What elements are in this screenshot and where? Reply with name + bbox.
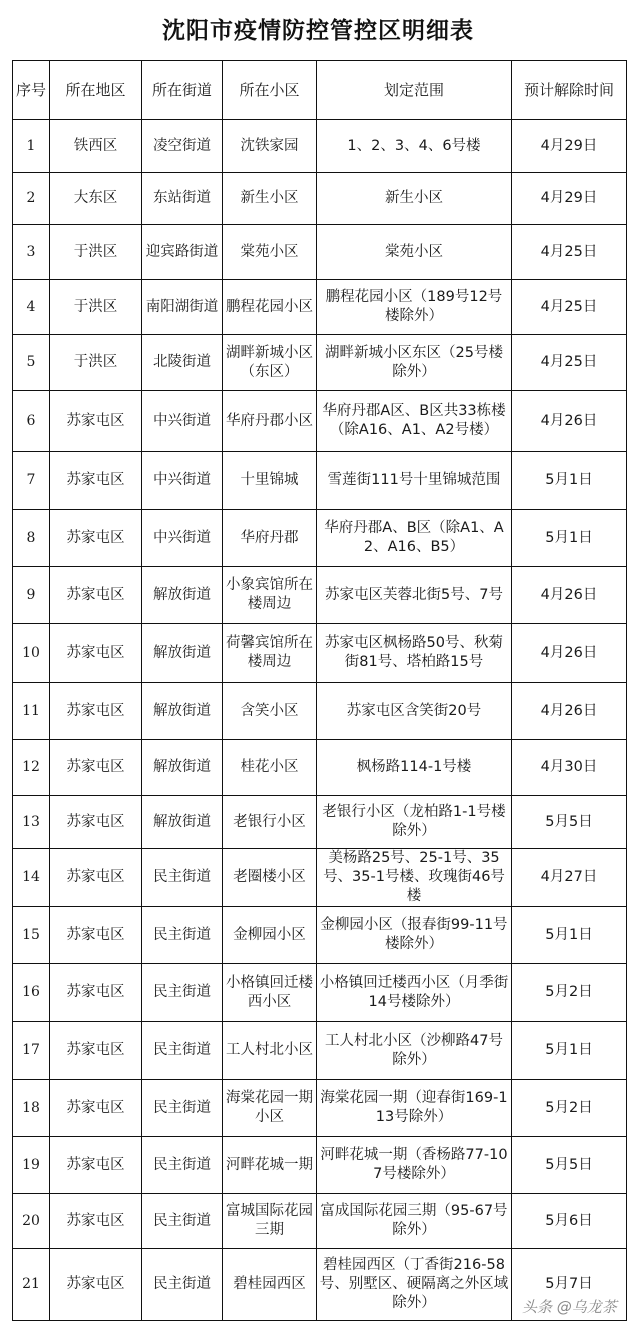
header-street: 所在街道 xyxy=(142,61,223,120)
header-no: 序号 xyxy=(13,61,50,120)
table-row xyxy=(13,964,627,1022)
community-cell: 金柳园小区 xyxy=(223,907,317,964)
row-number: 5 xyxy=(13,335,50,391)
district-cell: 苏家屯区 xyxy=(50,391,142,452)
community-cell: 荷馨宾馆所在楼周边 xyxy=(223,624,317,683)
row-number: 18 xyxy=(13,1080,50,1137)
street-cell: 东站街道 xyxy=(142,173,223,225)
release-date-cell: 5月1日 xyxy=(512,510,627,567)
scope-cell: 金柳园小区（报春街99-11号楼除外） xyxy=(317,907,512,964)
table-row xyxy=(13,452,627,510)
community-cell: 华府丹郡小区 xyxy=(223,391,317,452)
street-cell: 中兴街道 xyxy=(142,452,223,510)
scope-cell: 碧桂园西区（丁香街216-58号、别墅区、硬隔离之外区域除外） xyxy=(317,1249,512,1321)
street-cell: 中兴街道 xyxy=(142,510,223,567)
district-cell: 苏家屯区 xyxy=(50,1194,142,1249)
row-number: 21 xyxy=(13,1249,50,1321)
district-cell: 苏家屯区 xyxy=(50,907,142,964)
header-district: 所在地区 xyxy=(50,61,142,120)
row-number: 16 xyxy=(13,964,50,1022)
table-row xyxy=(13,1022,627,1080)
table-row xyxy=(13,225,627,280)
table-row xyxy=(13,1137,627,1194)
street-cell: 解放街道 xyxy=(142,796,223,849)
release-date-cell: 4月26日 xyxy=(512,624,627,683)
table-row xyxy=(13,510,627,567)
scope-cell: 枫杨路114-1号楼 xyxy=(317,740,512,796)
scope-cell: 美杨路25号、25-1号、35号、35-1号楼、玫瑰街46号楼 xyxy=(317,849,512,907)
scope-cell: 鹏程花园小区（189号12号楼除外） xyxy=(317,280,512,335)
scope-cell: 苏家屯区含笑街20号 xyxy=(317,683,512,740)
street-cell: 迎宾路街道 xyxy=(142,225,223,280)
table-row xyxy=(13,391,627,452)
release-date-cell: 5月1日 xyxy=(512,907,627,964)
table-row xyxy=(13,796,627,849)
street-cell: 解放街道 xyxy=(142,567,223,624)
district-cell: 苏家屯区 xyxy=(50,683,142,740)
community-cell: 湖畔新城小区（东区） xyxy=(223,335,317,391)
scope-cell: 湖畔新城小区东区（25号楼除外） xyxy=(317,335,512,391)
header-scope: 划定范围 xyxy=(317,61,512,120)
district-cell: 苏家屯区 xyxy=(50,510,142,567)
scope-cell: 苏家屯区芙蓉北街5号、7号 xyxy=(317,567,512,624)
row-number: 15 xyxy=(13,907,50,964)
release-date-cell: 4月29日 xyxy=(512,173,627,225)
district-cell: 于洪区 xyxy=(50,225,142,280)
community-cell: 富城国际花园三期 xyxy=(223,1194,317,1249)
scope-cell: 小格镇回迁楼西小区（月季街14号楼除外） xyxy=(317,964,512,1022)
table-row xyxy=(13,849,627,907)
page-title: 沈阳市疫情防控管控区明细表 xyxy=(162,17,474,44)
district-cell: 苏家屯区 xyxy=(50,849,142,907)
row-number: 6 xyxy=(13,391,50,452)
street-cell: 民主街道 xyxy=(142,1080,223,1137)
district-cell: 苏家屯区 xyxy=(50,1137,142,1194)
district-cell: 铁西区 xyxy=(50,120,142,173)
release-date-cell: 4月25日 xyxy=(512,280,627,335)
row-number: 4 xyxy=(13,280,50,335)
scope-cell: 老银行小区（龙柏路1-1号楼除外） xyxy=(317,796,512,849)
header-community: 所在小区 xyxy=(223,61,317,120)
street-cell: 中兴街道 xyxy=(142,391,223,452)
district-cell: 于洪区 xyxy=(50,335,142,391)
table-row xyxy=(13,740,627,796)
community-cell: 棠苑小区 xyxy=(223,225,317,280)
district-cell: 苏家屯区 xyxy=(50,796,142,849)
community-cell: 碧桂园西区 xyxy=(223,1249,317,1321)
table-row xyxy=(13,907,627,964)
scope-cell: 苏家屯区枫杨路50号、秋菊街81号、塔柏路15号 xyxy=(317,624,512,683)
street-cell: 解放街道 xyxy=(142,624,223,683)
street-cell: 民主街道 xyxy=(142,907,223,964)
table-row xyxy=(13,280,627,335)
row-number: 2 xyxy=(13,173,50,225)
street-cell: 民主街道 xyxy=(142,964,223,1022)
release-date-cell: 4月29日 xyxy=(512,120,627,173)
scope-cell: 雪莲街111号十里锦城范围 xyxy=(317,452,512,510)
row-number: 13 xyxy=(13,796,50,849)
control-zone-table xyxy=(12,60,627,1321)
release-date-cell: 4月30日 xyxy=(512,740,627,796)
street-cell: 民主街道 xyxy=(142,849,223,907)
district-cell: 苏家屯区 xyxy=(50,964,142,1022)
community-cell: 工人村北小区 xyxy=(223,1022,317,1080)
scope-cell: 华府丹郡A区、B区共33栋楼（除A16、A1、A2号楼） xyxy=(317,391,512,452)
release-date-cell: 5月6日 xyxy=(512,1194,627,1249)
district-cell: 苏家屯区 xyxy=(50,1080,142,1137)
community-cell: 桂花小区 xyxy=(223,740,317,796)
district-cell: 于洪区 xyxy=(50,280,142,335)
release-date-cell: 4月25日 xyxy=(512,335,627,391)
release-date-cell: 4月26日 xyxy=(512,567,627,624)
header-release-date: 预计解除时间 xyxy=(512,61,627,120)
community-cell: 小象宾馆所在楼周边 xyxy=(223,567,317,624)
release-date-cell: 5月7日 xyxy=(512,1249,627,1321)
table-row xyxy=(13,120,627,173)
scope-cell: 华府丹郡A、B区（除A1、A2、A16、B5） xyxy=(317,510,512,567)
district-cell: 苏家屯区 xyxy=(50,1022,142,1080)
community-cell: 海棠花园一期小区 xyxy=(223,1080,317,1137)
release-date-cell: 5月1日 xyxy=(512,1022,627,1080)
row-number: 20 xyxy=(13,1194,50,1249)
table-row xyxy=(13,683,627,740)
row-number: 17 xyxy=(13,1022,50,1080)
table-row xyxy=(13,1194,627,1249)
table-row xyxy=(13,335,627,391)
street-cell: 南阳湖街道 xyxy=(142,280,223,335)
scope-cell: 棠苑小区 xyxy=(317,225,512,280)
district-cell: 苏家屯区 xyxy=(50,740,142,796)
community-cell: 含笑小区 xyxy=(223,683,317,740)
release-date-cell: 4月26日 xyxy=(512,683,627,740)
community-cell: 河畔花城一期 xyxy=(223,1137,317,1194)
release-date-cell: 5月2日 xyxy=(512,1080,627,1137)
street-cell: 民主街道 xyxy=(142,1249,223,1321)
street-cell: 民主街道 xyxy=(142,1194,223,1249)
scope-cell: 海棠花园一期（迎春街169-113号除外） xyxy=(317,1080,512,1137)
row-number: 11 xyxy=(13,683,50,740)
street-cell: 民主街道 xyxy=(142,1137,223,1194)
table-row xyxy=(13,173,627,225)
community-cell: 老圈楼小区 xyxy=(223,849,317,907)
table-header-row xyxy=(13,61,627,120)
scope-cell: 河畔花城一期（香杨路77-107号楼除外） xyxy=(317,1137,512,1194)
community-cell: 沈铁家园 xyxy=(223,120,317,173)
row-number: 14 xyxy=(13,849,50,907)
street-cell: 解放街道 xyxy=(142,683,223,740)
community-cell: 鹏程花园小区 xyxy=(223,280,317,335)
community-cell: 小格镇回迁楼西小区 xyxy=(223,964,317,1022)
scope-cell: 1、2、3、4、6号楼 xyxy=(317,120,512,173)
release-date-cell: 5月5日 xyxy=(512,796,627,849)
district-cell: 大东区 xyxy=(50,173,142,225)
street-cell: 凌空街道 xyxy=(142,120,223,173)
scope-cell: 富成国际花园三期（95-67号除外） xyxy=(317,1194,512,1249)
row-number: 1 xyxy=(13,120,50,173)
row-number: 19 xyxy=(13,1137,50,1194)
district-cell: 苏家屯区 xyxy=(50,567,142,624)
community-cell: 老银行小区 xyxy=(223,796,317,849)
release-date-cell: 5月1日 xyxy=(512,452,627,510)
table-row xyxy=(13,624,627,683)
scope-cell: 工人村北小区（沙柳路47号除外） xyxy=(317,1022,512,1080)
district-cell: 苏家屯区 xyxy=(50,624,142,683)
row-number: 7 xyxy=(13,452,50,510)
row-number: 10 xyxy=(13,624,50,683)
street-cell: 民主街道 xyxy=(142,1022,223,1080)
release-date-cell: 5月5日 xyxy=(512,1137,627,1194)
street-cell: 解放街道 xyxy=(142,740,223,796)
release-date-cell: 4月27日 xyxy=(512,849,627,907)
row-number: 8 xyxy=(13,510,50,567)
district-cell: 苏家屯区 xyxy=(50,452,142,510)
row-number: 12 xyxy=(13,740,50,796)
release-date-cell: 4月26日 xyxy=(512,391,627,452)
table-row xyxy=(13,567,627,624)
release-date-cell: 4月25日 xyxy=(512,225,627,280)
release-date-cell: 5月2日 xyxy=(512,964,627,1022)
row-number: 9 xyxy=(13,567,50,624)
row-number: 3 xyxy=(13,225,50,280)
scope-cell: 新生小区 xyxy=(317,173,512,225)
street-cell: 北陵街道 xyxy=(142,335,223,391)
watermark: 头条 @乌龙茶 xyxy=(522,1298,617,1316)
table-row xyxy=(13,1080,627,1137)
community-cell: 华府丹郡 xyxy=(223,510,317,567)
district-cell: 苏家屯区 xyxy=(50,1249,142,1321)
community-cell: 新生小区 xyxy=(223,173,317,225)
community-cell: 十里锦城 xyxy=(223,452,317,510)
